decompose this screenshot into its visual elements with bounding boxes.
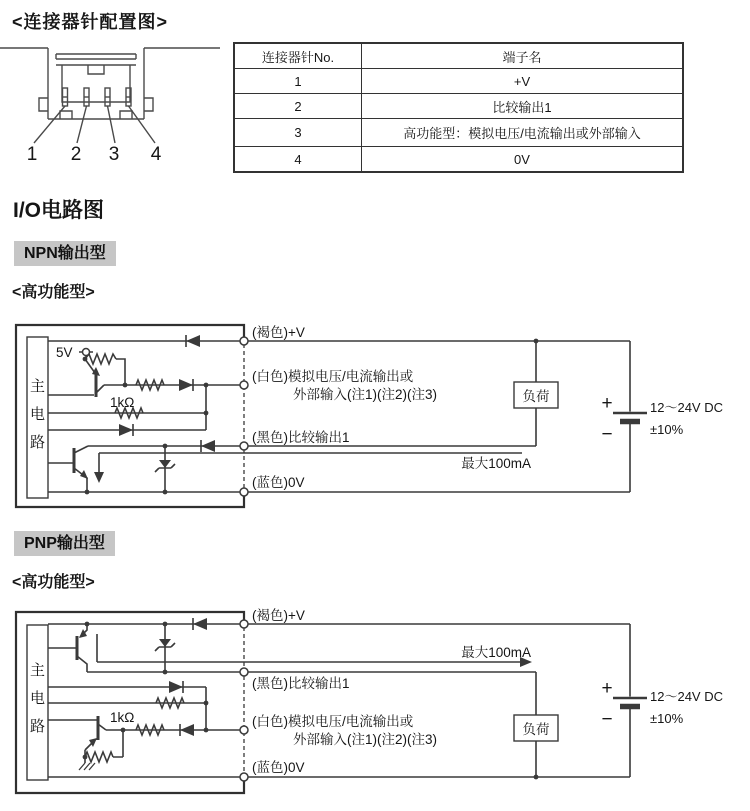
diode-icon (180, 724, 194, 736)
pin-table-header-no: 连接器针No. (234, 43, 362, 69)
diode-icon (169, 681, 183, 693)
table-row (234, 119, 683, 147)
terminal-circle (240, 381, 248, 389)
pnp-symbols (79, 618, 647, 781)
main-circuit-label: 主电路 (28, 662, 45, 746)
terminal-circle (240, 773, 248, 781)
5v-label: 5V (56, 345, 73, 360)
pnp-output-badge: PNP输出型 (14, 531, 115, 556)
pin-3-no: 3 (234, 119, 362, 147)
max-current-label: 最大100mA (461, 456, 531, 471)
wire-label-black: (黑色)比较输出1 (252, 676, 350, 691)
battery-icon (613, 698, 647, 707)
pnp-subtitle: <高功能型> (12, 574, 95, 591)
pin-1-no: 1 (234, 69, 362, 94)
main-circuit-label: 主电路 (28, 378, 45, 462)
pin-1-terminal: +V (362, 69, 684, 94)
pnp-wires (48, 624, 630, 777)
supply-tolerance-label: ±10% (650, 422, 684, 437)
terminal-circle (240, 620, 248, 628)
table-row (234, 147, 683, 173)
terminal-circle (240, 337, 248, 345)
supply-voltage-label: 12～24V DC (650, 400, 723, 415)
max-current-label: 最大100mA (461, 645, 531, 660)
diode-icon (201, 440, 215, 452)
pin-leader-lines (34, 106, 155, 143)
pin-table-header-terminal: 端子名 (362, 43, 684, 69)
battery-minus-label: − (601, 709, 613, 730)
diode-icon (186, 335, 200, 347)
battery-plus-label: + (601, 393, 613, 414)
connector-pin-drawing (0, 40, 220, 168)
terminal-circle (240, 726, 248, 734)
connector-outline (0, 48, 220, 119)
diode-icon (119, 424, 133, 436)
load-label: 负荷 (522, 722, 550, 737)
pin-3-terminal: 高功能型：模拟电压/电流输出或外部输入 (362, 119, 684, 147)
pin-table-header-row (234, 43, 683, 69)
pnp-circuit-diagram (0, 608, 750, 811)
pin-4-no: 4 (234, 147, 362, 173)
supply-voltage-label: 12～24V DC (650, 689, 723, 704)
npn-output-badge: NPN输出型 (14, 241, 116, 266)
pin-2-no: 2 (234, 94, 362, 119)
wire-label-blue: (蓝色)0V (252, 475, 305, 490)
npn-wires (48, 341, 630, 492)
terminal-circle (240, 488, 248, 496)
terminal-circle (240, 442, 248, 450)
wire-label-black: (黑色)比较输出1 (252, 430, 350, 445)
resistor-label: 1kΩ (110, 395, 135, 410)
npn-subtitle: <高功能型> (12, 284, 95, 301)
io-section-title: I/O电路图 (13, 199, 105, 222)
connector-section-title: <连接器针配置图> (12, 12, 169, 32)
pin-2-terminal: 比较输出1 (362, 94, 684, 119)
wire-label-brown: (褐色)+V (252, 325, 305, 340)
transistor-arrow-icon (80, 470, 88, 479)
supply-5v-icon (83, 349, 90, 356)
table-row (234, 94, 683, 119)
pin-number-4: 4 (150, 144, 162, 165)
terminal-circle (240, 668, 248, 676)
pin-4-terminal: 0V (362, 147, 684, 173)
diode-icon (179, 379, 193, 391)
connector-pins (63, 88, 132, 106)
wire-label-white-1: (白色)模拟电压/电流输出或 (252, 369, 414, 384)
wire-label-white-1: (白色)模拟电压/电流输出或 (252, 714, 414, 729)
npn-circuit-diagram (0, 315, 750, 520)
load-label: 负荷 (522, 389, 550, 404)
resistor-label: 1kΩ (110, 710, 135, 725)
wire-label-brown: (褐色)+V (252, 608, 305, 623)
current-arrow-icon (94, 472, 104, 483)
battery-plus-label: + (601, 678, 613, 699)
wire-label-blue: (蓝色)0V (252, 760, 305, 775)
battery-minus-label: − (601, 424, 613, 445)
pin-number-1: 1 (26, 144, 38, 165)
wire-label-white-2: 外部输入(注1)(注2)(注3) (293, 387, 437, 402)
table-row (234, 69, 683, 94)
pin-number-3: 3 (108, 144, 120, 165)
pin-table (233, 42, 684, 173)
supply-tolerance-label: ±10% (650, 711, 684, 726)
pin-number-2: 2 (70, 144, 82, 165)
wire-label-white-2: 外部输入(注1)(注2)(注3) (293, 732, 437, 747)
diode-icon (193, 618, 207, 630)
battery-icon (613, 413, 647, 422)
